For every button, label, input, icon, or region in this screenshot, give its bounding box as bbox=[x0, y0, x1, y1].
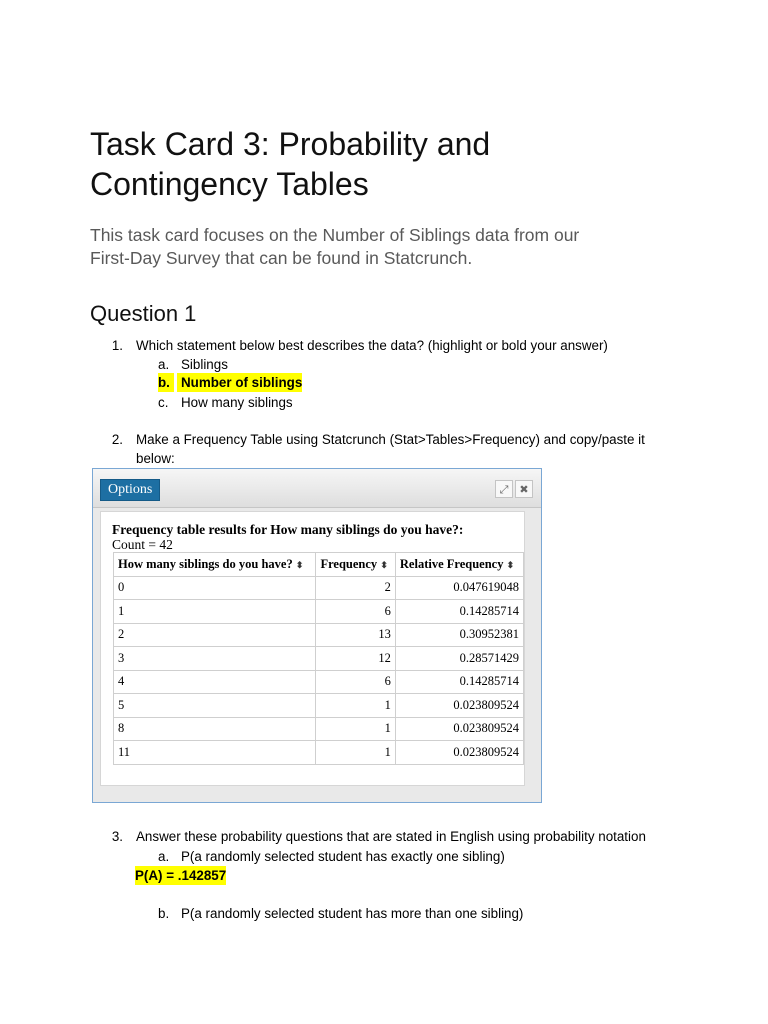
page-title bbox=[90, 124, 690, 204]
table-row bbox=[114, 670, 524, 694]
table-cell: 5 bbox=[114, 694, 316, 718]
q3a-answer: P(A) = .142857 bbox=[135, 868, 227, 883]
table-cell: 0.28571429 bbox=[395, 647, 523, 671]
table-row bbox=[114, 717, 524, 741]
q1-number: 1. bbox=[111, 338, 123, 353]
table-cell: 1 bbox=[316, 694, 395, 718]
panel-content bbox=[100, 511, 525, 786]
frequency-count: Count = 42 bbox=[112, 537, 173, 552]
q3b-text: P(a randomly selected student has more than one sibling) bbox=[181, 906, 524, 921]
q3b-letter: b. bbox=[158, 906, 170, 921]
panel-header bbox=[93, 469, 541, 508]
q3a-text: P(a randomly selected student has exactly one sibling) bbox=[181, 849, 505, 864]
q1-text: Which statement below best describes the data? (highlight or bold your answer) bbox=[136, 338, 608, 353]
q1-option-a: Siblings bbox=[181, 357, 228, 372]
table-cell: 6 bbox=[316, 670, 395, 694]
frequency-table bbox=[113, 552, 524, 765]
table-cell: 0.023809524 bbox=[395, 717, 523, 741]
column-header-siblings[interactable] bbox=[114, 553, 316, 577]
table-cell: 1 bbox=[316, 741, 395, 765]
table-cell: 6 bbox=[316, 600, 395, 624]
sort-icon: ⬍ bbox=[295, 559, 304, 570]
table-row bbox=[114, 623, 524, 647]
title-line-2: Contingency Tables bbox=[90, 166, 369, 202]
table-cell: 0.023809524 bbox=[395, 741, 523, 765]
table-cell: 0.14285714 bbox=[395, 600, 523, 624]
column-header-frequency[interactable] bbox=[316, 553, 395, 577]
table-cell: 4 bbox=[114, 670, 316, 694]
column-header-relative-frequency[interactable] bbox=[395, 553, 523, 577]
title-line-1: Task Card 3: Probability and bbox=[90, 126, 491, 162]
table-row bbox=[114, 576, 524, 600]
table-cell: 3 bbox=[114, 647, 316, 671]
column-header-label: Relative Frequency bbox=[399, 556, 504, 571]
table-row bbox=[114, 600, 524, 624]
q1-option-a-letter: a. bbox=[158, 357, 170, 372]
column-header-label: How many siblings do you have? bbox=[118, 556, 293, 571]
table-row bbox=[114, 741, 524, 765]
options-button[interactable]: Options bbox=[100, 479, 160, 501]
table-cell: 0 bbox=[114, 576, 316, 600]
table-cell: 1 bbox=[316, 717, 395, 741]
table-cell: 1 bbox=[114, 600, 316, 624]
q2-text-line-2: below: bbox=[136, 451, 175, 466]
table-cell: 0.047619048 bbox=[395, 576, 523, 600]
q3-text: Answer these probability questions that are stated in English using probability notation bbox=[136, 829, 646, 844]
subtitle-line-1: This task card focuses on the Number of Siblings data from our bbox=[90, 225, 580, 245]
page-subtitle bbox=[90, 224, 690, 270]
close-icon[interactable]: ✖ bbox=[515, 480, 533, 498]
table-cell: 8 bbox=[114, 717, 316, 741]
table-cell: 2 bbox=[114, 623, 316, 647]
expand-icon[interactable]: ⤢ bbox=[495, 480, 513, 498]
q1-option-c: How many siblings bbox=[181, 395, 293, 410]
statcrunch-panel bbox=[92, 468, 542, 803]
table-cell: 13 bbox=[316, 623, 395, 647]
table-cell: 0.023809524 bbox=[395, 694, 523, 718]
q1-option-b-selected: Number of siblings bbox=[177, 373, 302, 392]
table-cell: 0.30952381 bbox=[395, 623, 523, 647]
q3-number: 3. bbox=[111, 829, 123, 844]
sort-icon: ⬍ bbox=[380, 559, 388, 570]
table-row bbox=[114, 694, 524, 718]
table-cell: 2 bbox=[316, 576, 395, 600]
table-cell: 11 bbox=[114, 741, 316, 765]
q1-option-c-letter: c. bbox=[158, 395, 169, 410]
panel-header-icons bbox=[493, 480, 533, 498]
question-heading: Question 1 bbox=[90, 301, 197, 326]
q1-option-b-letter: b. bbox=[158, 373, 174, 392]
table-cell: 12 bbox=[316, 647, 395, 671]
subtitle-line-2: First-Day Survey that can be found in Statcrunch. bbox=[90, 248, 473, 268]
sort-icon: ⬍ bbox=[506, 559, 515, 570]
q3a-letter: a. bbox=[158, 849, 170, 864]
table-cell: 0.14285714 bbox=[395, 670, 523, 694]
q2-text-line-1: Make a Frequency Table using Statcrunch (Stat>Tables>Frequency) and copy/paste it bbox=[136, 432, 645, 447]
q2-number: 2. bbox=[111, 432, 123, 447]
frequency-results-title: Frequency table results for How many siblings do you have?: bbox=[112, 522, 464, 537]
table-header-row bbox=[114, 553, 524, 577]
table-row bbox=[114, 647, 524, 671]
column-header-label: Frequency bbox=[320, 556, 378, 571]
